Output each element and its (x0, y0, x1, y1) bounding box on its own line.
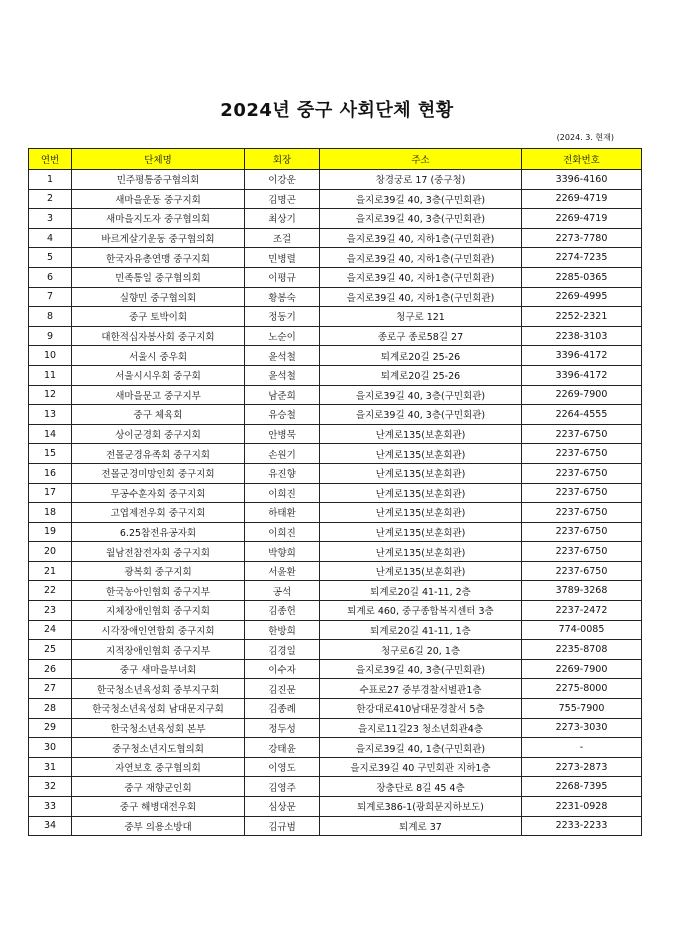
cell-president: 노순이 (245, 326, 320, 346)
cell-number: 2 (29, 189, 72, 209)
cell-address: 퇴계로 460, 중구종합복지센터 3층 (320, 601, 522, 621)
cell-president: 정동기 (245, 307, 320, 327)
cell-phone: 3789-3268 (522, 581, 642, 601)
cell-number: 34 (29, 816, 72, 836)
cell-number: 7 (29, 287, 72, 307)
cell-phone: 774-0085 (522, 620, 642, 640)
cell-address: 을지로39길 40, 3층(구민회관) (320, 189, 522, 209)
table-row (29, 679, 642, 699)
cell-address: 을지로39길 40, 지하1층(구민회관) (320, 228, 522, 248)
table-header-row (29, 149, 642, 170)
cell-phone: 2264-4555 (522, 405, 642, 425)
cell-number: 30 (29, 738, 72, 758)
cell-number: 10 (29, 346, 72, 366)
cell-number: 8 (29, 307, 72, 327)
cell-president: 황봉숙 (245, 287, 320, 307)
cell-organization: 한국청소년육성회 중부지구회 (72, 679, 245, 699)
cell-address: 을지로39길 40 구민회관 지하1층 (320, 757, 522, 777)
cell-president: 최상기 (245, 209, 320, 229)
table-row (29, 444, 642, 464)
cell-address: 을지로39길 40, 3층(구민회관) (320, 659, 522, 679)
cell-address: 난계로135(보훈회관) (320, 444, 522, 464)
cell-organization: 무공수훈자회 중구지회 (72, 483, 245, 503)
cell-organization: 6.25참전유공자회 (72, 522, 245, 542)
cell-organization: 새마을문고 중구지부 (72, 385, 245, 405)
cell-organization: 고엽제전우회 중구지회 (72, 503, 245, 523)
table-row (29, 228, 642, 248)
table-body (29, 170, 642, 836)
cell-phone: 2231-0928 (522, 797, 642, 817)
cell-phone: 2237-6750 (522, 463, 642, 483)
cell-organization: 월남전참전자회 중구지회 (72, 542, 245, 562)
cell-president: 김규범 (245, 816, 320, 836)
cell-address: 퇴계로386-1(광희문지하보도) (320, 797, 522, 817)
cell-number: 13 (29, 405, 72, 425)
cell-phone: 2237-6750 (522, 542, 642, 562)
cell-president: 민병렬 (245, 248, 320, 268)
cell-organization: 실향민 중구협의회 (72, 287, 245, 307)
table-row (29, 385, 642, 405)
cell-address: 난계로135(보훈회관) (320, 542, 522, 562)
table-row (29, 757, 642, 777)
cell-organization: 새마을운동 중구지회 (72, 189, 245, 209)
cell-number: 11 (29, 365, 72, 385)
cell-phone: 3396-4172 (522, 365, 642, 385)
cell-president: 조걸 (245, 228, 320, 248)
table-row (29, 522, 642, 542)
cell-address: 퇴계로 37 (320, 816, 522, 836)
cell-address: 을지로39길 40, 지하1층(구민회관) (320, 267, 522, 287)
cell-president: 김종헌 (245, 601, 320, 621)
cell-phone: 2237-2472 (522, 601, 642, 621)
cell-address: 한강대로410남대문경찰서 5층 (320, 699, 522, 719)
cell-number: 9 (29, 326, 72, 346)
cell-phone: - (522, 738, 642, 758)
table-row (29, 738, 642, 758)
cell-number: 1 (29, 170, 72, 190)
cell-phone: 3396-4172 (522, 346, 642, 366)
as-of-date: (2024. 3. 현재) (556, 133, 614, 142)
table-row (29, 561, 642, 581)
cell-president: 심상문 (245, 797, 320, 817)
cell-president: 서윤환 (245, 561, 320, 581)
cell-organization: 지체장애인협회 중구지회 (72, 601, 245, 621)
cell-phone: 2273-2873 (522, 757, 642, 777)
table-row (29, 307, 642, 327)
cell-number: 16 (29, 463, 72, 483)
cell-number: 12 (29, 385, 72, 405)
cell-organization: 한국청소년육성회 남대문지구회 (72, 699, 245, 719)
column-header-phone: 전화번호 (522, 149, 642, 170)
cell-address: 을지로39길 40, 1층(구민회관) (320, 738, 522, 758)
table-row (29, 483, 642, 503)
cell-president: 안병묵 (245, 424, 320, 444)
cell-phone: 2285-0365 (522, 267, 642, 287)
cell-president: 이희진 (245, 522, 320, 542)
cell-address: 청구로 121 (320, 307, 522, 327)
cell-number: 27 (29, 679, 72, 699)
cell-organization: 민족통일 중구협의회 (72, 267, 245, 287)
table-row (29, 346, 642, 366)
cell-phone: 2269-4995 (522, 287, 642, 307)
cell-number: 24 (29, 620, 72, 640)
cell-phone: 2252-2321 (522, 307, 642, 327)
cell-address: 을지로39길 40, 3층(구민회관) (320, 405, 522, 425)
table-row (29, 267, 642, 287)
cell-number: 20 (29, 542, 72, 562)
cell-organization: 대한적십자봉사회 중구지회 (72, 326, 245, 346)
cell-organization: 민주평통중구협의회 (72, 170, 245, 190)
cell-address: 을지로39길 40, 3층(구민회관) (320, 209, 522, 229)
cell-president: 하태환 (245, 503, 320, 523)
cell-number: 14 (29, 424, 72, 444)
table-row (29, 463, 642, 483)
cell-organization: 중구 체육회 (72, 405, 245, 425)
cell-organization: 중부 의용소방대 (72, 816, 245, 836)
cell-organization: 자연보호 중구협의회 (72, 757, 245, 777)
cell-president: 이강운 (245, 170, 320, 190)
cell-number: 26 (29, 659, 72, 679)
cell-phone: 2238-3103 (522, 326, 642, 346)
cell-phone: 2274-7235 (522, 248, 642, 268)
table-row (29, 209, 642, 229)
column-header-address: 주소 (320, 149, 522, 170)
table-row (29, 797, 642, 817)
cell-number: 18 (29, 503, 72, 523)
cell-organization: 한국자유총연맹 중구지회 (72, 248, 245, 268)
cell-organization: 중구 토박이회 (72, 307, 245, 327)
cell-address: 난계로135(보훈회관) (320, 424, 522, 444)
cell-organization: 중구 해병대전우회 (72, 797, 245, 817)
cell-president: 남준희 (245, 385, 320, 405)
cell-organization: 전몰군경유족회 중구지회 (72, 444, 245, 464)
table-row (29, 287, 642, 307)
cell-president: 유승철 (245, 405, 320, 425)
cell-organization: 바르게살기운동 중구협의회 (72, 228, 245, 248)
column-header-organization: 단체명 (72, 149, 245, 170)
table-row (29, 365, 642, 385)
cell-number: 4 (29, 228, 72, 248)
cell-number: 19 (29, 522, 72, 542)
table-row (29, 699, 642, 719)
cell-phone: 2235-8708 (522, 640, 642, 660)
cell-address: 난계로135(보훈회관) (320, 561, 522, 581)
column-header-number: 연번 (29, 149, 72, 170)
cell-address: 퇴계로20길 41-11, 1층 (320, 620, 522, 640)
page-title: 2024년 중구 사회단체 현황 (220, 100, 454, 121)
cell-number: 5 (29, 248, 72, 268)
cell-president: 김영주 (245, 777, 320, 797)
cell-president: 김종례 (245, 699, 320, 719)
cell-number: 15 (29, 444, 72, 464)
cell-address: 을지로39길 40, 3층(구민회관) (320, 385, 522, 405)
cell-number: 3 (29, 209, 72, 229)
cell-address: 창경궁로 17 (중구청) (320, 170, 522, 190)
cell-phone: 2237-6750 (522, 424, 642, 444)
cell-organization: 서울시 중우회 (72, 346, 245, 366)
table-row (29, 777, 642, 797)
cell-phone: 3396-4160 (522, 170, 642, 190)
cell-address: 장충단로 8길 45 4층 (320, 777, 522, 797)
cell-number: 6 (29, 267, 72, 287)
cell-address: 난계로135(보훈회관) (320, 503, 522, 523)
table-row (29, 659, 642, 679)
cell-organization: 중구 재향군인회 (72, 777, 245, 797)
cell-number: 29 (29, 718, 72, 738)
cell-organization: 전몰군경미망인회 중구지회 (72, 463, 245, 483)
cell-president: 정두성 (245, 718, 320, 738)
cell-address: 난계로135(보훈회관) (320, 483, 522, 503)
cell-number: 28 (29, 699, 72, 719)
cell-number: 23 (29, 601, 72, 621)
cell-phone: 2269-7900 (522, 659, 642, 679)
cell-address: 난계로135(보훈회관) (320, 463, 522, 483)
cell-president: 한방희 (245, 620, 320, 640)
table-row (29, 620, 642, 640)
cell-organization: 중구 새마을부녀회 (72, 659, 245, 679)
cell-address: 종로구 종로58길 27 (320, 326, 522, 346)
table-row (29, 326, 642, 346)
cell-phone: 2233-2233 (522, 816, 642, 836)
cell-address: 청구로6길 20, 1층 (320, 640, 522, 660)
cell-organization: 한국농아인협회 중구지부 (72, 581, 245, 601)
cell-president: 이희진 (245, 483, 320, 503)
cell-number: 32 (29, 777, 72, 797)
cell-address: 을지로11길23 청소년회관4층 (320, 718, 522, 738)
table-row (29, 248, 642, 268)
cell-president: 윤석철 (245, 365, 320, 385)
cell-phone: 2275-8000 (522, 679, 642, 699)
table-row (29, 170, 642, 190)
cell-number: 21 (29, 561, 72, 581)
cell-organization: 시각장애인연합회 중구지회 (72, 620, 245, 640)
cell-organization: 지적장애인협회 중구지부 (72, 640, 245, 660)
cell-address: 을지로39길 40, 지하1층(구민회관) (320, 287, 522, 307)
organizations-table (28, 148, 642, 836)
cell-president: 강태윤 (245, 738, 320, 758)
table-row (29, 816, 642, 836)
cell-address: 퇴계로20길 41-11, 2층 (320, 581, 522, 601)
cell-president: 이평규 (245, 267, 320, 287)
cell-phone: 755-7900 (522, 699, 642, 719)
cell-organization: 중구청소년지도협의회 (72, 738, 245, 758)
cell-president: 손원기 (245, 444, 320, 464)
cell-president: 김명곤 (245, 189, 320, 209)
cell-organization: 광복회 중구지회 (72, 561, 245, 581)
cell-number: 22 (29, 581, 72, 601)
cell-organization: 새마을지도자 중구협의회 (72, 209, 245, 229)
cell-president: 김경일 (245, 640, 320, 660)
cell-phone: 2269-7900 (522, 385, 642, 405)
cell-number: 25 (29, 640, 72, 660)
cell-phone: 2269-4719 (522, 209, 642, 229)
cell-phone: 2237-6750 (522, 483, 642, 503)
table-row (29, 503, 642, 523)
cell-address: 퇴계로20길 25-26 (320, 346, 522, 366)
table-row (29, 718, 642, 738)
cell-address: 퇴계로20길 25-26 (320, 365, 522, 385)
cell-phone: 2237-6750 (522, 444, 642, 464)
cell-phone: 2273-7780 (522, 228, 642, 248)
table-row (29, 189, 642, 209)
cell-president: 유진향 (245, 463, 320, 483)
cell-phone: 2237-6750 (522, 561, 642, 581)
cell-address: 을지로39길 40, 지하1층(구민회관) (320, 248, 522, 268)
cell-address: 난계로135(보훈회관) (320, 522, 522, 542)
table-row (29, 640, 642, 660)
cell-president: 공석 (245, 581, 320, 601)
cell-president: 박향희 (245, 542, 320, 562)
cell-president: 윤석철 (245, 346, 320, 366)
cell-phone: 2269-4719 (522, 189, 642, 209)
column-header-president: 회장 (245, 149, 320, 170)
cell-phone: 2237-6750 (522, 503, 642, 523)
table-row (29, 601, 642, 621)
cell-organization: 한국청소년육성회 본부 (72, 718, 245, 738)
table-row (29, 542, 642, 562)
cell-phone: 2237-6750 (522, 522, 642, 542)
cell-number: 31 (29, 757, 72, 777)
cell-phone: 2268-7395 (522, 777, 642, 797)
cell-organization: 상이군경회 중구지회 (72, 424, 245, 444)
cell-phone: 2273-3030 (522, 718, 642, 738)
cell-organization: 서울시시우회 중구회 (72, 365, 245, 385)
cell-president: 김진문 (245, 679, 320, 699)
cell-president: 이영도 (245, 757, 320, 777)
cell-number: 17 (29, 483, 72, 503)
table-row (29, 405, 642, 425)
cell-president: 이수자 (245, 659, 320, 679)
table-row (29, 424, 642, 444)
cell-address: 수표로27 중부경찰서별관1층 (320, 679, 522, 699)
table-row (29, 581, 642, 601)
cell-number: 33 (29, 797, 72, 817)
